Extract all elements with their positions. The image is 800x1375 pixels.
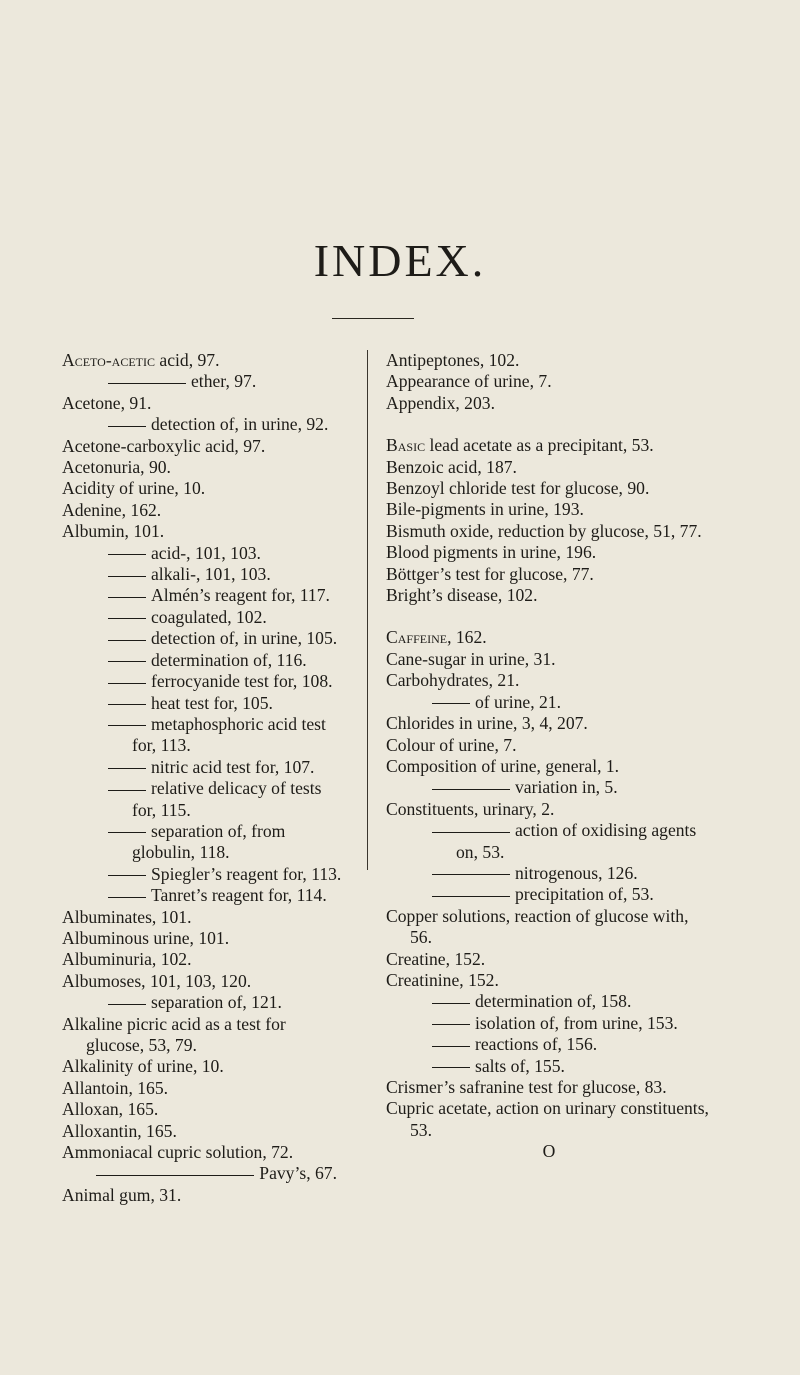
entry-text: separation of, 121. [151, 992, 282, 1013]
entry-text: Cane-sugar in urine, 31. [386, 648, 556, 669]
index-entry [386, 949, 712, 970]
ditto-dash [108, 383, 186, 384]
entry-text: Creatinine, 152. [386, 969, 499, 990]
entry-text: Composition of urine, general, 1. [386, 755, 620, 776]
entry-text: Benzoic acid, 187. [386, 456, 517, 477]
entry-text: Acetonuria, 90. [62, 457, 171, 478]
entry-text: Alkalinity of urine, 10. [62, 1056, 224, 1077]
index-entry [386, 499, 712, 520]
ditto-dash [432, 896, 510, 897]
ditto-dash [108, 661, 146, 662]
entry-text: Acidity of urine, 10. [62, 478, 206, 499]
entry-text: Adenine, 162. [62, 499, 162, 520]
index-subentry [62, 564, 347, 585]
entry-text: detection of, in urine, 92. [151, 414, 329, 435]
index-entry [386, 564, 712, 585]
ditto-dash [108, 618, 146, 619]
entry-text: acid-, 101, 103. [151, 542, 261, 563]
index-entry [62, 393, 347, 414]
index-entry [62, 1121, 347, 1142]
index-entry [62, 500, 347, 521]
index-subentry [62, 543, 347, 564]
ditto-dash [432, 1003, 470, 1004]
page-title: INDEX. [313, 235, 487, 286]
section-gap [386, 414, 712, 435]
index-entry [386, 393, 712, 414]
index-entry [386, 735, 712, 756]
entry-text: Bile-pigments in urine, 193. [386, 499, 584, 520]
entry-text: Albuminates, 101. [62, 906, 192, 927]
entry-text: Appendix, 203. [386, 392, 495, 413]
entry-text: Acetone-carboxylic acid, 97. [62, 435, 266, 456]
index-entry [62, 1185, 347, 1206]
entry-text: reactions of, 156. [475, 1034, 598, 1055]
entry-text: , 162. [447, 627, 487, 648]
index-subentry [62, 414, 347, 435]
index-subentry [62, 1163, 347, 1184]
entry-text: Blood pigments in urine, 196. [386, 542, 597, 563]
ditto-dash [108, 1004, 146, 1005]
section-head-word: Aceto-acetic [62, 350, 156, 370]
ditto-dash [432, 1024, 470, 1025]
entry-text: Alloxantin, 165. [62, 1120, 177, 1141]
entry-text: nitric acid test for, 107. [151, 756, 315, 777]
index-column-right [386, 350, 712, 1163]
index-subentry [62, 778, 347, 821]
index-entry [386, 799, 712, 820]
index-entry [386, 670, 712, 691]
index-entry [386, 350, 712, 371]
ditto-dash [108, 576, 146, 577]
index-column-left [62, 350, 347, 1206]
entry-text: Constituents, urinary, 2. [386, 798, 555, 819]
entry-text: separation of, from globulin, 118. [132, 820, 286, 863]
index-entry [386, 649, 712, 670]
index-subentry [62, 650, 347, 671]
ditto-dash [108, 426, 146, 427]
index-entry [62, 1099, 347, 1120]
entry-text: Bismuth oxide, reduction by glucose, 51, 77. [386, 520, 702, 541]
entry-text: detection of, in urine, 105. [151, 628, 338, 649]
index-entry [386, 1077, 712, 1098]
index-entry [62, 478, 347, 499]
section-gap [386, 606, 712, 627]
index-subentry [62, 693, 347, 714]
entry-text: Alloxan, 165. [62, 1099, 159, 1120]
index-subentry [62, 992, 347, 1013]
entry-text: alkali-, 101, 103. [151, 564, 271, 585]
index-entry [62, 436, 347, 457]
ditto-dash [108, 832, 146, 833]
ditto-dash [108, 640, 146, 641]
entry-text: Animal gum, 31. [62, 1184, 182, 1205]
entry-text: Böttger’s test for glucose, 77. [386, 563, 594, 584]
index-entry [386, 371, 712, 392]
index-subentry [62, 885, 347, 906]
entry-text: Crismer’s safranine test for glucose, 83. [386, 1077, 667, 1097]
ditto-dash [108, 704, 146, 705]
ditto-dash [108, 597, 146, 598]
index-entry [386, 542, 712, 563]
index-entry [386, 457, 712, 478]
entry-text: variation in, 5. [515, 777, 618, 798]
ditto-dash [96, 1175, 254, 1176]
section-head-word: Caffeine [386, 627, 448, 648]
ditto-dash [432, 703, 470, 704]
index-entry [386, 478, 712, 499]
index-subentry [386, 1013, 712, 1034]
index-entry [386, 627, 712, 648]
ditto-dash [432, 832, 510, 833]
index-subentry [62, 757, 347, 778]
index-entry [62, 457, 347, 478]
entry-text: Allantoin, 165. [62, 1077, 169, 1098]
entry-text: Tanret’s reagent for, 114. [151, 885, 327, 906]
index-entry [62, 949, 347, 970]
entry-text: heat test for, 105. [151, 692, 273, 713]
index-subentry [386, 777, 712, 798]
index-entry [386, 435, 712, 456]
index-entry [62, 1056, 347, 1077]
index-entry [386, 1098, 712, 1141]
index-entry [386, 970, 712, 991]
index-entry [386, 756, 712, 777]
entry-text: Pavy’s, 67. [259, 1163, 337, 1184]
entry-text: Almén’s reagent for, 117. [151, 585, 330, 606]
entry-text: Ammoniacal cupric solution, 72. [62, 1142, 294, 1163]
entry-text: of urine, 21. [475, 691, 561, 712]
entry-text: Copper solutions, reaction of glucose with, 56. [386, 905, 689, 948]
entry-text: Antipeptones, 102. [386, 350, 520, 370]
entry-text: relative delicacy of tests for, 115. [132, 778, 322, 820]
ditto-dash [108, 790, 146, 791]
index-subentry [62, 671, 347, 692]
ditto-dash [108, 875, 146, 876]
index-entry [62, 1078, 347, 1099]
index-subentry [386, 820, 712, 863]
entry-text: Acetone, 91. [62, 392, 152, 413]
entry-text: salts of, 155. [475, 1055, 565, 1076]
entry-text: ferrocyanide test for, 108. [151, 671, 333, 692]
entry-text: coagulated, 102. [151, 606, 267, 627]
index-subentry [386, 863, 712, 884]
index-entry [62, 907, 347, 928]
ditto-dash [432, 789, 510, 790]
entry-text: acid, 97. [155, 350, 220, 370]
index-subentry [386, 1056, 712, 1077]
index-entry [62, 928, 347, 949]
ditto-dash [432, 1067, 470, 1068]
index-subentry [62, 585, 347, 606]
index-subentry [62, 864, 347, 885]
ditto-dash [108, 768, 146, 769]
index-entry [62, 521, 347, 542]
entry-text: Chlorides in urine, 3, 4, 207. [386, 713, 588, 734]
index-subentry [62, 628, 347, 649]
section-head-word: Basic [386, 435, 426, 456]
ditto-dash [108, 554, 146, 555]
entry-text: ether, 97. [191, 371, 257, 392]
entry-text: action of oxidising agents on, 53. [456, 820, 697, 862]
ditto-dash [108, 725, 146, 726]
entry-text: Benzoyl chloride test for glucose, 90. [386, 478, 650, 499]
title-rule [332, 318, 414, 319]
index-entry [386, 906, 712, 949]
index-subentry [386, 692, 712, 713]
index-subentry [386, 884, 712, 905]
entry-text: determination of, 116. [151, 649, 307, 670]
index-entry [386, 713, 712, 734]
entry-text: isolation of, from urine, 153. [475, 1012, 678, 1033]
index-subentry [386, 991, 712, 1012]
entry-text: Albumin, 101. [62, 521, 165, 542]
index-entry [386, 585, 712, 606]
entry-text: Alkaline picric acid as a test for glucose, 53, 79. [62, 1013, 286, 1055]
entry-text: Spiegler’s reagent for, 113. [151, 863, 342, 884]
ditto-dash [432, 874, 510, 875]
index-entry [62, 1142, 347, 1163]
entry-text: Albumoses, 101, 103, 120. [62, 970, 252, 991]
ditto-dash [432, 1046, 470, 1047]
signature-mark: O [542, 1141, 556, 1162]
index-entry [62, 1014, 347, 1057]
entry-text: metaphosphoric acid test for, 113. [132, 713, 326, 756]
index-entry [62, 350, 347, 371]
entry-text: Bright’s disease, 102. [386, 585, 538, 606]
entry-text: determination of, 158. [475, 991, 632, 1012]
entry-text: Albuminuria, 102. [62, 949, 192, 970]
index-subentry [62, 821, 347, 864]
ditto-dash [108, 683, 146, 684]
index-entry [62, 971, 347, 992]
index-subentry [62, 371, 347, 392]
ditto-dash [108, 897, 146, 898]
entry-text: Creatine, 152. [386, 948, 486, 969]
entry-text: lead acetate as a precipitant, 53. [425, 435, 654, 456]
index-subentry [62, 607, 347, 628]
entry-text: Cupric acetate, action on urinary constituents, 53. [386, 1098, 709, 1140]
entry-text: Colour of urine, 7. [386, 734, 517, 755]
entry-text: Albuminous urine, 101. [62, 927, 230, 948]
column-divider [367, 350, 368, 870]
entry-text: Appearance of urine, 7. [386, 371, 552, 392]
index-subentry [62, 714, 347, 757]
index-subentry [386, 1034, 712, 1055]
index-entry [386, 521, 712, 542]
entry-text: Carbohydrates, 21. [386, 670, 520, 691]
entry-text: nitrogenous, 126. [515, 862, 638, 883]
entry-text: precipitation of, 53. [515, 884, 654, 905]
